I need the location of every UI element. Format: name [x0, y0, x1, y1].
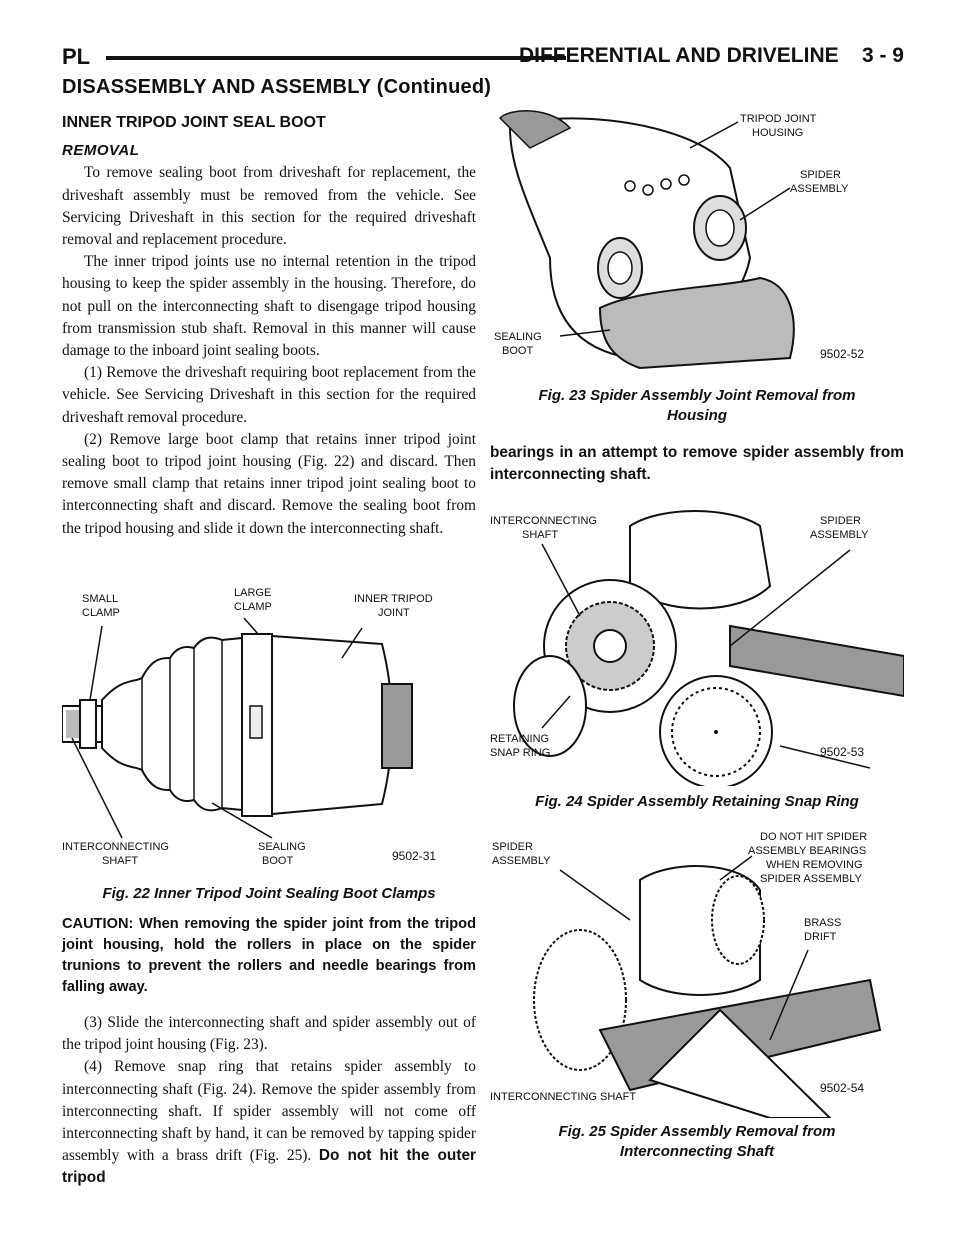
paragraph: To remove sealing boot from driveshaft for replacement, the driveshaft assembly must be removed from the vehicle. See Servicing Driveshaft in this section for the required driveshaft removal and replacement procedure.: [62, 164, 476, 249]
paragraph: [62, 1056, 476, 1189]
subsection-title: REMOVAL: [62, 142, 140, 160]
continued-text: bearings in an attempt to remove spider assembly from interconnecting shaft.: [490, 444, 904, 484]
figure-number: 9502-54: [820, 1081, 865, 1095]
label-snap-ring: SNAP RING: [490, 747, 551, 759]
figure-24-drawing: [490, 506, 904, 786]
label-large-clamp: LARGE: [234, 588, 272, 599]
label-brass: BRASS: [804, 917, 842, 929]
paragraph: The inner tripod joints use no internal retention in the tripod housing to keep the spider assembly in the housing. Therefore, do not pull on the interconnecting shaft to disengage tripod housing from transmission stub shaft. Removal in this manner will cause damage to the inboard joint sealing boots.: [62, 253, 476, 360]
figure-number: 9502-52: [820, 347, 865, 361]
label-warning-4: SPIDER ASSEMBLY: [760, 873, 862, 885]
label-interconnecting-shaft: INTERCONNECTING SHAFT: [490, 1091, 637, 1103]
figure-24-caption: Fig. 24 Spider Assembly Retaining Snap Ring: [535, 793, 859, 810]
figure-23: [490, 108, 904, 426]
label-sealing: SEALING: [258, 841, 306, 853]
label-shaft: SHAFT: [522, 529, 559, 541]
paragraph: (1) Remove the driveshaft requiring boot replacement from the vehicle. See Servicing Driveshaft in this section for the required driveshaft removal procedure.: [62, 364, 476, 426]
label-spider: SPIDER: [800, 169, 841, 181]
label-large-clamp-2: CLAMP: [234, 601, 272, 613]
continued-heading: DISASSEMBLY AND ASSEMBLY (Continued): [62, 76, 492, 98]
left-column: [62, 112, 476, 540]
figure-23-drawing: [490, 108, 904, 378]
label-shaft: SHAFT: [102, 855, 139, 867]
header-left: PL: [62, 44, 91, 69]
label-spider: SPIDER: [492, 841, 533, 853]
label-retaining: RETAINING: [490, 733, 550, 745]
figure-number: 9502-53: [820, 745, 865, 759]
label-boot: BOOT: [502, 345, 534, 357]
figure-25: [490, 830, 904, 1162]
paragraph: (3) Slide the interconnecting shaft and spider assembly out of the tripod joint housing (Fig. 23).: [62, 1014, 476, 1054]
header-rule: [106, 56, 566, 60]
label-inner-tripod-2: JOINT: [378, 607, 410, 619]
label-small-clamp: SMALL: [82, 593, 119, 605]
label-warning-2: ASSEMBLY BEARINGS: [748, 845, 867, 857]
figure-25-drawing: [490, 830, 904, 1118]
label-assembly: ASSEMBLY: [810, 529, 869, 541]
label-assembly: ASSEMBLY: [790, 183, 849, 195]
figure-22-drawing: [62, 588, 476, 878]
header-right: DIFFERENTIAL AND DRIVELINE 3 - 9: [518, 44, 904, 67]
figure-number: 9502-31: [392, 849, 437, 863]
label-small-clamp-2: CLAMP: [82, 607, 120, 619]
figure-24: [490, 506, 904, 812]
label-tripod-housing-2: HOUSING: [752, 127, 804, 139]
figure-22-caption: Fig. 22 Inner Tripod Joint Sealing Boot Clamps: [102, 885, 436, 902]
left-column-lower: [62, 914, 476, 1190]
label-tripod-housing: TRIPOD JOINT: [740, 113, 817, 125]
label-sealing: SEALING: [494, 331, 542, 343]
figure-22: [62, 588, 476, 904]
section-title: INNER TRIPOD JOINT SEAL BOOT: [62, 114, 326, 131]
figure-23-caption: Fig. 23 Spider Assembly Joint Removal from Housing: [538, 387, 856, 424]
label-boot: BOOT: [262, 855, 294, 867]
label-warning-1: DO NOT HIT SPIDER: [760, 831, 868, 843]
figure-25-caption: Fig. 25 Spider Assembly Removal from Interconnecting Shaft: [558, 1123, 836, 1160]
label-warning-3: WHEN REMOVING: [766, 859, 863, 871]
emphasis-text: Do not hit the outer tripod: [62, 1147, 476, 1187]
label-interconnecting: INTERCONNECTING: [62, 841, 169, 853]
paragraph-text: (4) Remove snap ring that retains spider assembly to interconnecting shaft (Fig. 24). Remove the spider assembly from interconnecting shaft. If spider assembly will not come off interconnecting shaft by hand, it can be removed by tapping spider assembly with a brass drift (Fig. 25).: [62, 1058, 476, 1165]
label-drift: DRIFT: [804, 931, 837, 943]
paragraph: (2) Remove large boot clamp that retains inner tripod joint sealing boot to tripod joint housing (Fig. 22) and discard. Then remove small clamp that retains inner tripod joint sealing boot to interconnecting shaft and discard. Remove the sealing boot from the tripod housing and slide it down the interconnecting shaft.: [62, 430, 476, 537]
caution-note: CAUTION: When removing the spider joint from the tripod joint housing, hold the rollers in place on the spider trunions to prevent the rollers and needle bearings from falling away.: [62, 916, 476, 995]
label-inner-tripod: INNER TRIPOD: [354, 593, 433, 605]
page-header: [62, 42, 904, 72]
label-interconnecting: INTERCONNECTING: [490, 515, 597, 527]
label-spider: SPIDER: [820, 515, 861, 527]
label-assembly: ASSEMBLY: [492, 855, 551, 867]
